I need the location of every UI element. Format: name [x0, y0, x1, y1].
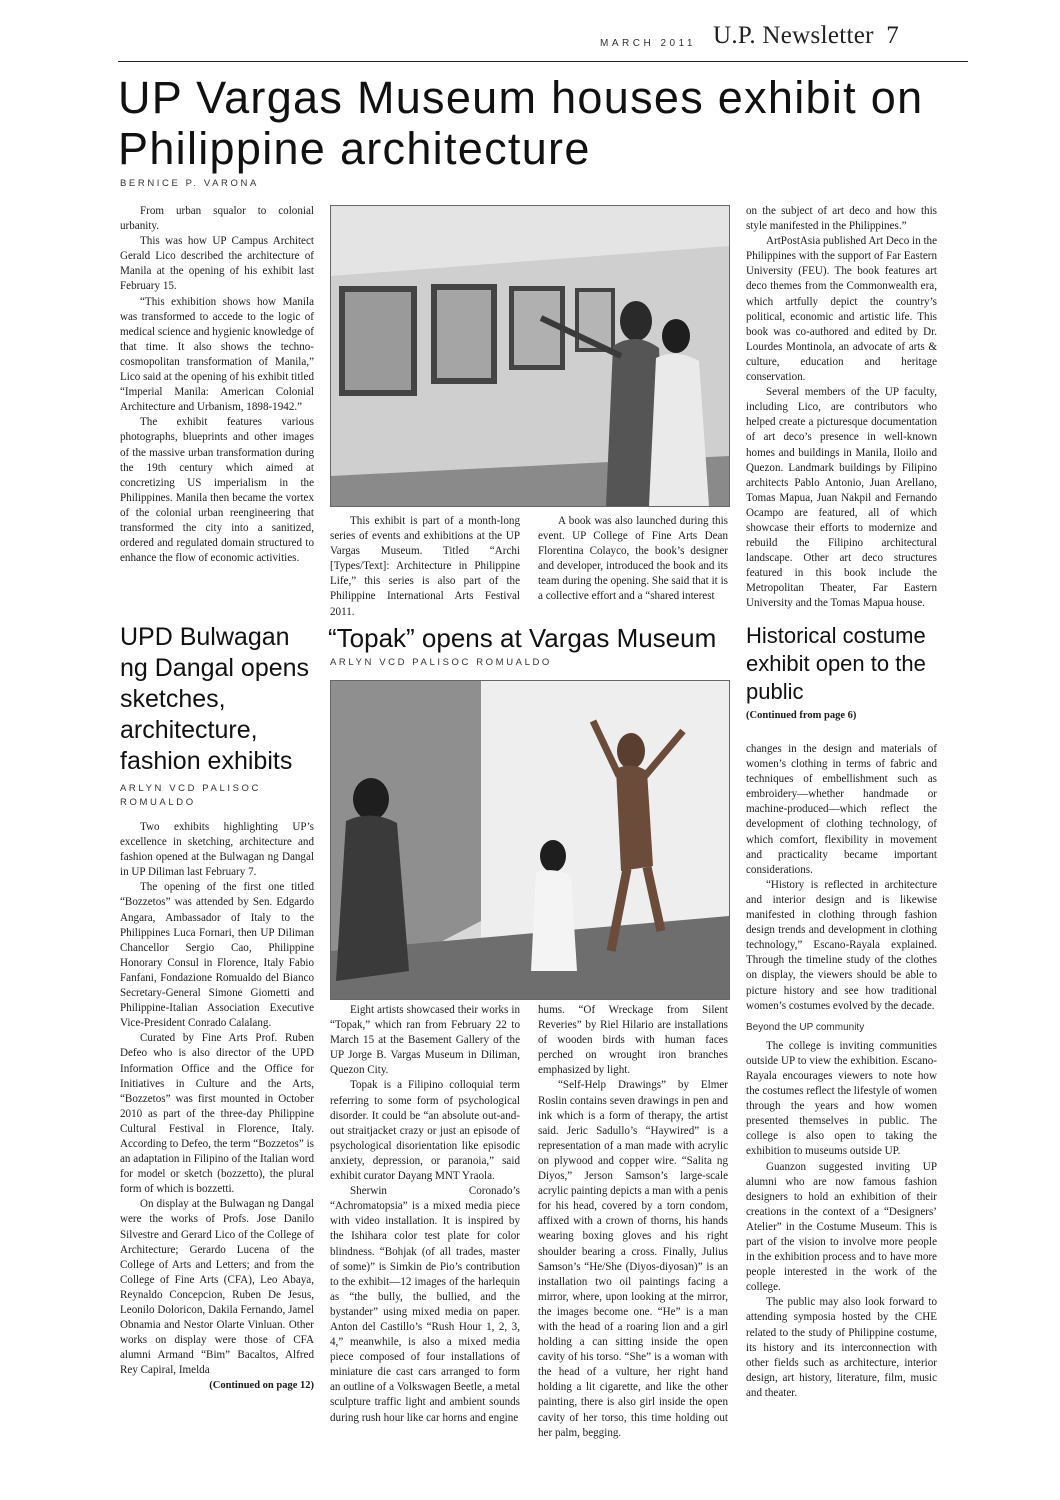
- lead-col2-para: This exhibit is part of a month-long series of events and exhibitions at the UP Vargas Museum. Titled “Archi [Types/Text]: Architecture in Philippine Life,” this series is also part of the Philippine International Arts Festival 2011.: [330, 515, 520, 618]
- costume-para: The public may also look forward to attending symposia hosted by the CHE related to the study of Philippine costume, its history and its interconnection with other fields such as architecture, interior design, art history, literature, film, music and theater.: [746, 1296, 937, 1399]
- costume-continued: (Continued from page 6): [746, 710, 857, 721]
- lead-col1-para: The exhibit features various photographs, blueprints and other images of the massive urban transformation during the 19th century which aimed at concretizing US imperialism in the Philippines. Manila then became the vortex of the colonial urban reengineering that transformed the city into a sanitized, ordered and regulated domain structured to enhance the flow of economic activities.: [120, 416, 314, 565]
- topak-para: hums. “Of Wreckage from Silent Reveries” by Riel Hilario are installations of wooden birds with human faces perched on wrought iron branches emphasized by light.: [538, 1004, 728, 1077]
- lead-photo: [330, 205, 730, 507]
- bulwagan-para: Two exhibits highlighting UP’s excellence in sketching, architecture and fashion opened at the Bulwagan ng Dangal in UP Diliman last February 7.: [120, 821, 314, 879]
- topak-para: Sherwin Coronado’s “Achromatopsia” is a mixed media piece with video installation. It is inspired by the Ishihara color test plate for color blindness. “Bohjak (of all trades, master of some)” is Simkin de Pio’s contribution to the exhibit—12 images of the harlequin as “the bully, the bullied, and the bystander” using mixed media on paper. Anton del Castillo’s “Rush Hour 1, 2, 3, 4,” meanwhile, is also a mixed media piece composed of four installations of miniature die cast cars arranged to form an outline of a Volkswagen Beetle, a metal sculpture traffic light and ambient sounds during rush hour like car horns and engine: [330, 1185, 520, 1424]
- lead-column-2: [330, 514, 520, 620]
- lead-col1-para: This was how UP Campus Architect Gerald Lico described the architecture of Manila at the opening of his exhibit last February 15.: [120, 235, 314, 293]
- topak-byline: ARLYN VCD PALISOC ROMUALDO: [330, 657, 552, 668]
- lead-byline: BERNICE P. VARONA: [120, 178, 259, 189]
- topak-column-2: [538, 1003, 728, 1441]
- header-rule: [118, 61, 968, 62]
- newsletter-name: U.P. Newsletter: [713, 22, 874, 49]
- costume-subhead: Beyond the UP community: [746, 1021, 865, 1033]
- lead-col4-para: ArtPostAsia published Art Deco in the Philippines with the support of Far Eastern University (FEU). The book features art deco themes from the Commonwealth era, which artfully depict the country’s political, economic and artistic life. This book was co-authored and edited by Dr. Lourdes Montinola, an advocate of arts & culture, education and heritage conservation.: [746, 235, 938, 384]
- issue-date: MARCH 2011: [600, 38, 696, 49]
- bulwagan-headline: UPD Bulwagan ng Dangal opens sketches, architecture, fashion exhibits: [120, 623, 310, 775]
- costume-para: Guanzon suggested inviting UP alumni who are now famous fashion designers to hold an exhibition of their creations in the context of a “Designers’ Atelier” in the Costume Museum. This is part of the vision to involve more people in the exhibition process and to have more people interested in the work of the college.: [746, 1160, 937, 1294]
- bulwagan-column: [120, 820, 314, 1394]
- lead-column-1: [120, 204, 314, 566]
- lead-col1-para: “This exhibition shows how Manila was transformed to accede to the logic of medical science and hygienic knowledge of that time. It also shows the techno-cosmopolitan transformation of Manila,” Lico said at the opening of his exhibit titled “Imperial Manila: American Colonial Architecture and Urbanism, 1898-1942.”: [120, 295, 314, 414]
- costume-headline: Historical costume exhibit open to the public: [746, 623, 926, 704]
- topak-headline: “Topak” opens at Vargas Museum: [328, 623, 717, 653]
- bulwagan-para: The opening of the first one titled “Bozzetos” was attended by Sen. Edgardo Angara, Ambassador of Italy to the Philippines Luca Fornari, then UP Diliman Chancellor Sergio Cao, Philippine Honorary Consul in Florence, Italy Fabio Fanfani, Fondazione Romualdo del Bianco Secretary-General Simone Giometti and Philippine-Italian Association Executive Vice-President Conrado Calalang.: [120, 881, 314, 1030]
- page-number: 7: [886, 22, 900, 49]
- costume-para: The college is inviting communities outside UP to view the exhibition. Escano-Rayala encourages viewers to note how the costumes reflect the lifestyle of women through the years and how women presented themselves in public. The college is also open to taking the exhibition to museums outside UP.: [746, 1039, 937, 1158]
- costume-column: [746, 742, 937, 1401]
- exhibit-photo-illustration: [331, 206, 729, 506]
- topak-para: Topak is a Filipino colloquial term referring to some form of psychological disorder. It could be “an absolute out-and-out straitjacket crazy or just an episode of psychological disorientation like episodic anxiety, depression, or paranoia,” said exhibit curator Dayang MNT Yraola.: [330, 1079, 520, 1183]
- topak-para: “Self-Help Drawings” by Elmer Roslin contains seven drawings in pen and ink which is a form of therapy, the artist said. Jeric Sadullo’s “Haywired” is a representation of a man made with acrylic on plywood and copper wire. “Salita ng Diyos,” Jerson Samson’s large-scale acrylic painting depicts a man with a penis for his head, covered by a torn condom, affixed with a crown of thorns, his hands wearing boxing gloves and his right shoulder bearing a cross. Finally, Julius Samson’s “He/She (Diyos-diyosan)” is an installation two oil paintings facing a mirror, where, upon looking at the mirror, the images become one. “He” is a man with the head of a roaring lion and a girl holding a can sitting inside the open cavity of his torso. “She” is a woman with the head of a vulture, her right hand holding a lit cigarette, and like the other painting, there is also girl inside the open cavity of her torso, this time holding out her palm, begging.: [538, 1079, 728, 1439]
- costume-para: changes in the design and materials of women’s clothing in terms of fabric and techniques of embellishment such as embroidery—whether handmade or machine-produced—which reflect the development of clothing technology, of which comfort, flexibility in movement and practicality became important considerations.: [746, 743, 937, 876]
- topak-photo-illustration: [331, 681, 729, 999]
- topak-para: Eight artists showcased their works in “Topak,” which ran from February 22 to March 15 at the Basement Gallery of the UP Jorge B. Vargas Museum in Diliman, Quezon City.: [330, 1004, 520, 1077]
- bulwagan-continued: (Continued on page 12): [209, 1380, 314, 1392]
- topak-column-1: [330, 1003, 520, 1426]
- lead-col3-para: A book was also launched during this event. UP College of Fine Arts Dean Florentina Colayco, the book’s designer and developer, introduced the book and its team during the opening. She said that it is a collective effort and a “shared interest: [538, 515, 728, 603]
- lead-col1-para: From urban squalor to colonial urbanity.: [120, 205, 314, 233]
- bulwagan-para: On display at the Bulwagan ng Dangal were the works of Profs. Jose Danilo Silvestre and Gerard Lico of the College of Architecture; Gerardo Lucena of the College of Arts and Letters; and from the College of Fine Arts (CFA), Leo Abaya, Reynaldo Concepcion, Ruben De Jesus, Leonilo Doloricon, Dakila Fernando, Jamel Obnamia and Nestor Olarte Vinluan. Other works on display were those of CFA alumni Armand “Bim” Bacaltos, Alfred Rey Capiral, Imelda: [120, 1198, 314, 1377]
- topak-photo: [330, 680, 730, 1000]
- lead-col4-para: on the subject of art deco and how this style manifested in the Philippines.”: [746, 205, 937, 233]
- newsletter-title: [713, 22, 899, 50]
- lead-headline: UP Vargas Museum houses exhibit on Philippine architecture: [118, 72, 924, 174]
- lead-col4-para: Several members of the UP faculty, including Lico, are contributors who helped create a picturesque documentation of art deco’s presence in well-known homes and buildings in Manila, Iloilo and Quezon. Landmark buildings by Filipino architects Pablo Antonio, Juan Arellano, Tomas Mapua, Juan Nakpil and Fernando Ocampo are featured, all of which showcase their efforts to modernize and rebuild the Filipino architectural landscape. Other art deco structures featured in this book include the Metropolitan Theater, Far Eastern University and the Tomas Mapua house.: [746, 386, 937, 610]
- lead-column-3: [538, 514, 728, 605]
- bulwagan-para: Curated by Fine Arts Prof. Ruben Defeo who is also director of the UPD Information Office and the Office for Initiatives in Culture and the Arts, “Bozzetos” was first mounted in October 2010 as part of the three-day Philippine Cultural Festival in Florence, Italy. According to Defeo, the term “Bozzetos” is an adaptation in Filipino of the Italian word for model or sketch (bozzetto), the plural form of which is bozzetti.: [120, 1032, 314, 1196]
- bulwagan-byline: ARLYN VCD PALISOC ROMUALDO: [120, 783, 261, 808]
- lead-column-4: [746, 204, 937, 612]
- costume-para: “History is reflected in architecture and interior design and is likewise manifested in clothing through fashion design trends and development in clothing technology,” Escano-Rayala explained. Through the timeline study of the clothes on display, the viewers should be able to picture history and see how traditional women’s costumes evolved by the decade.: [746, 878, 937, 1012]
